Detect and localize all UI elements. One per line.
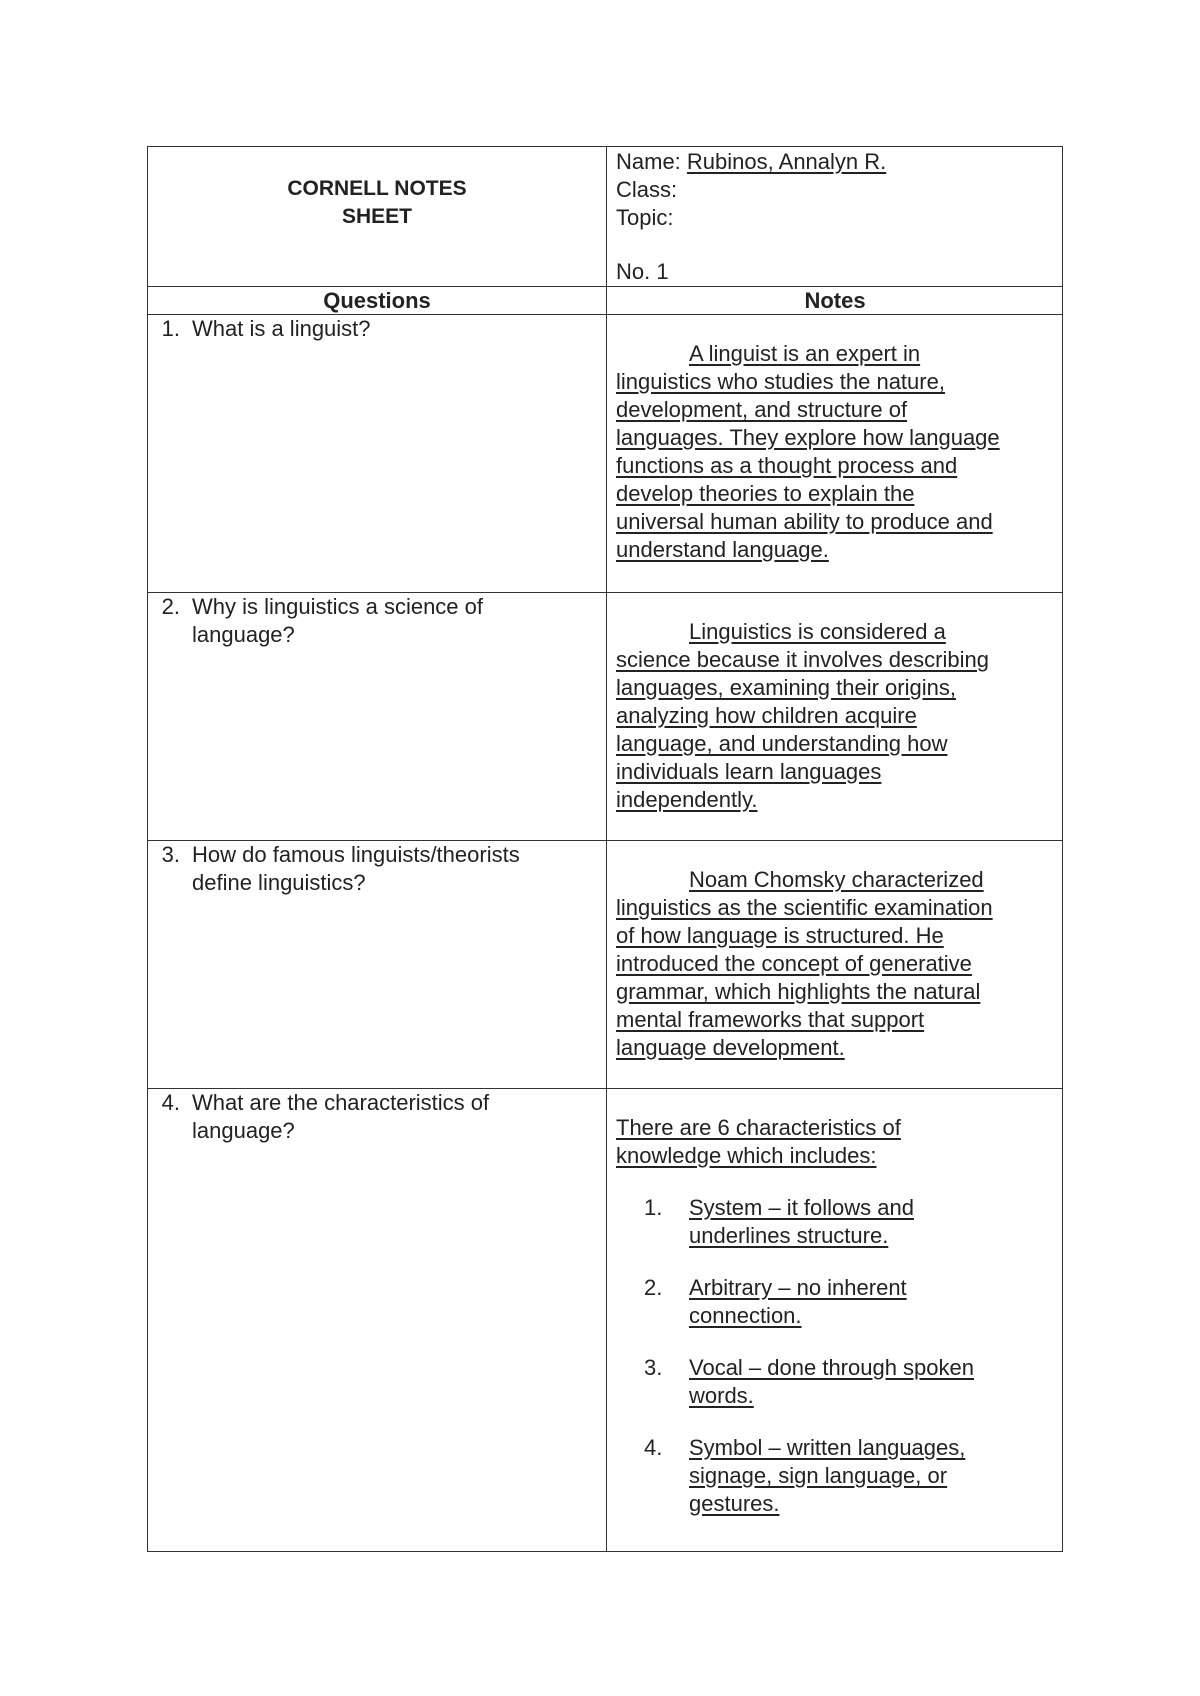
characteristic-item — [616, 1194, 1056, 1250]
characteristic-item — [616, 1434, 1056, 1518]
question-line: Why is linguistics a science of — [192, 594, 483, 619]
note-line: A linguist is an expert in — [689, 341, 921, 366]
note-line: science because it involves describing — [616, 647, 989, 672]
note-line: languages. They explore how language — [616, 425, 1000, 450]
question-number: 4. — [161, 1090, 180, 1115]
note-line: universal human ability to produce and — [616, 509, 993, 534]
note-line: linguistics as the scientific examination — [616, 895, 993, 920]
question-line: language? — [192, 622, 295, 647]
question-number: 3. — [161, 842, 180, 867]
question-2 — [161, 593, 592, 649]
question-text: What is a linguist? — [192, 316, 371, 341]
name-value: Rubinos, Annalyn R. — [686, 149, 887, 174]
item-line: System – it follows and — [689, 1195, 914, 1220]
note-1 — [616, 340, 1056, 564]
question-line: define linguistics? — [192, 870, 366, 895]
title-line-2: SHEET — [341, 205, 412, 228]
characteristic-item — [616, 1274, 1056, 1330]
item-line: underlines structure. — [689, 1223, 889, 1248]
question-3 — [161, 841, 592, 897]
item-number: 3. — [644, 1355, 663, 1380]
item-line: gestures. — [689, 1491, 780, 1516]
note-line: languages, examining their origins, — [616, 675, 956, 700]
note-line: There are 6 characteristics of — [616, 1115, 901, 1140]
class-label: Class: — [616, 177, 678, 202]
question-number: 2. — [161, 594, 180, 619]
question-line: language? — [192, 1118, 295, 1143]
note-line: understand language. — [616, 537, 829, 562]
note-line: knowledge which includes: — [616, 1143, 877, 1168]
note-line: introduced the concept of generative — [616, 951, 972, 976]
title-line-1: CORNELL NOTES — [287, 177, 467, 200]
name-label: Name: — [616, 149, 687, 174]
item-line: Arbitrary – no inherent — [689, 1275, 907, 1300]
student-info — [616, 148, 886, 286]
question-line: What are the characteristics of — [192, 1090, 490, 1115]
column-divider — [606, 147, 607, 1551]
item-line: Symbol – written languages, — [689, 1435, 966, 1460]
questions-header: Questions — [323, 288, 431, 313]
question-number: 1. — [161, 316, 180, 341]
name-row — [616, 148, 886, 176]
question-4 — [161, 1089, 592, 1145]
question-1 — [161, 315, 592, 343]
note-line: independently. — [616, 787, 758, 812]
note-line: grammar, which highlights the natural — [616, 979, 981, 1004]
note-3 — [616, 866, 1056, 1062]
item-line: words. — [689, 1383, 754, 1408]
cornell-notes-table — [147, 146, 1063, 1552]
item-line: signage, sign language, or — [689, 1463, 948, 1488]
notes-header: Notes — [804, 288, 866, 313]
note-2 — [616, 618, 1056, 814]
note-line: of how language is structured. He — [616, 923, 944, 948]
note-line: development, and structure of — [616, 397, 908, 422]
note-line: Linguistics is considered a — [689, 619, 946, 644]
note-4 — [616, 1114, 1056, 1518]
note-line: functions as a thought process and — [616, 453, 958, 478]
item-line: Vocal – done through spoken — [689, 1355, 975, 1380]
sheet-title — [148, 175, 606, 231]
item-line: connection. — [689, 1303, 802, 1328]
note-line: develop theories to explain the — [616, 481, 915, 506]
item-number: 2. — [644, 1275, 663, 1300]
sheet-number: No. 1 — [616, 259, 669, 284]
note-line: mental frameworks that support — [616, 1007, 925, 1032]
note-line: language development. — [616, 1035, 845, 1060]
question-line: How do famous linguists/theorists — [192, 842, 520, 867]
note-line: individuals learn languages — [616, 759, 882, 784]
note-line: language, and understanding how — [616, 731, 948, 756]
note-line: analyzing how children acquire — [616, 703, 917, 728]
topic-label: Topic: — [616, 205, 674, 230]
note-line: linguistics who studies the nature, — [616, 369, 945, 394]
item-number: 1. — [644, 1195, 663, 1220]
note-line: Noam Chomsky characterized — [689, 867, 984, 892]
item-number: 4. — [644, 1435, 663, 1460]
characteristic-item — [616, 1354, 1056, 1410]
